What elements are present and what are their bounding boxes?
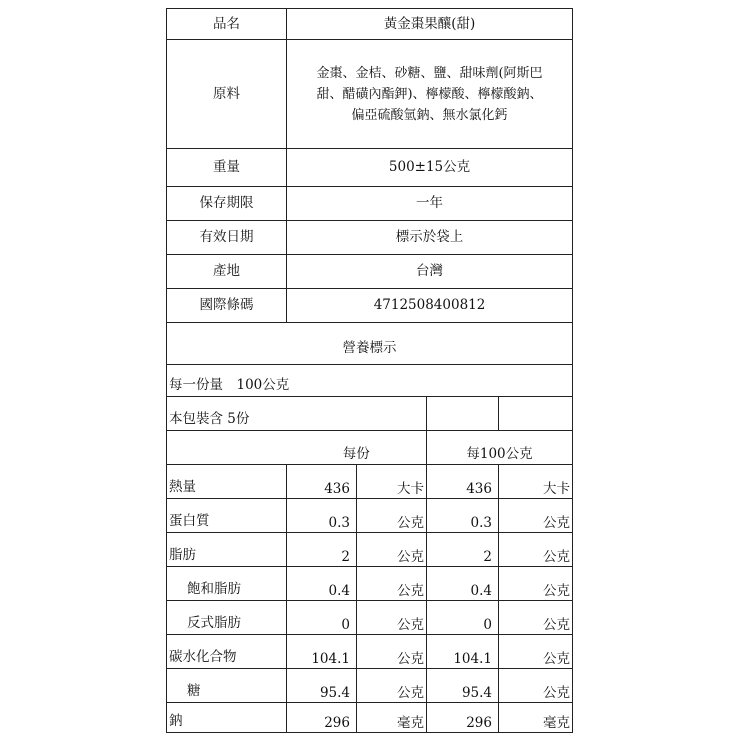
- unit: 公克: [499, 669, 573, 703]
- product-spec-sheet: [166, 8, 572, 738]
- nutrient-row: [167, 465, 573, 499]
- unit: 毫克: [499, 703, 573, 733]
- col-per-100g: 每100公克: [427, 431, 573, 465]
- per-serving-value: 104.1: [287, 635, 357, 669]
- row-nutrition-title: [167, 323, 573, 365]
- expiry-label: 有效日期: [167, 221, 287, 255]
- per-100g-value: 104.1: [427, 635, 499, 669]
- nutrient-name: 飽和脂肪: [167, 567, 287, 601]
- per-serving-value: 296: [287, 703, 357, 733]
- ingredients-value: [287, 40, 573, 149]
- barcode-label: 國際條碼: [167, 289, 287, 323]
- serving-size: 每一份量 100公克: [167, 365, 573, 397]
- nutrient-name: 碳水化合物: [167, 635, 287, 669]
- name-label: 品名: [167, 9, 287, 40]
- blank-cell: [427, 397, 499, 431]
- nutrient-name: 鈉: [167, 703, 287, 733]
- weight-value: 500±15公克: [287, 149, 573, 187]
- unit: 公克: [357, 499, 427, 533]
- unit: 公克: [499, 567, 573, 601]
- unit: 公克: [357, 669, 427, 703]
- weight-label: 重量: [167, 149, 287, 187]
- nutrient-row: [167, 669, 573, 703]
- spec-table: [166, 8, 573, 733]
- expiry-value: 標示於袋上: [287, 221, 573, 255]
- nutrition-title: 營養標示: [167, 323, 573, 365]
- row-barcode: [167, 289, 573, 323]
- row-name: [167, 9, 573, 40]
- ingredients-line-3: 偏亞硫酸氫鈉、無水氯化鈣: [351, 107, 508, 123]
- shelf-life-label: 保存期限: [167, 187, 287, 221]
- unit: 公克: [499, 601, 573, 635]
- per-100g-value: 0.3: [427, 499, 499, 533]
- row-origin: [167, 255, 573, 289]
- per-100g-value: 0: [427, 601, 499, 635]
- unit: 毫克: [357, 703, 427, 733]
- per-serving-value: 0.4: [287, 567, 357, 601]
- per-100g-value: 2: [427, 533, 499, 567]
- per-serving-value: 95.4: [287, 669, 357, 703]
- unit: 公克: [499, 635, 573, 669]
- row-shelf-life: [167, 187, 573, 221]
- row-expiry: [167, 221, 573, 255]
- row-weight: [167, 149, 573, 187]
- nutrient-row: [167, 499, 573, 533]
- name-value: 黃金棗果釀(甜): [287, 9, 573, 40]
- unit: 公克: [357, 533, 427, 567]
- per-serving-value: 2: [287, 533, 357, 567]
- nutrient-row: [167, 567, 573, 601]
- unit: 公克: [499, 499, 573, 533]
- nutrient-name: 熱量: [167, 465, 287, 499]
- per-100g-value: 436: [427, 465, 499, 499]
- ingredients-line-2: 甜、醋磺內酯鉀)、檸檬酸、檸檬酸鈉、: [316, 86, 543, 102]
- unit: 大卡: [357, 465, 427, 499]
- per-100g-value: 95.4: [427, 669, 499, 703]
- blank-cell: [167, 431, 287, 465]
- row-servings-per-pack: [167, 397, 573, 431]
- per-100g-value: 296: [427, 703, 499, 733]
- unit: 公克: [357, 601, 427, 635]
- nutrient-name: 脂肪: [167, 533, 287, 567]
- nutrient-name: 反式脂肪: [167, 601, 287, 635]
- servings-per-pack: 本包裝含 5份: [167, 397, 427, 431]
- unit: 公克: [499, 533, 573, 567]
- per-serving-value: 436: [287, 465, 357, 499]
- ingredients-line-1: 金棗、金桔、砂糖、鹽、甜味劑(阿斯巴: [316, 65, 543, 81]
- nutrient-row: [167, 703, 573, 733]
- nutrient-row: [167, 601, 573, 635]
- blank-cell: [499, 397, 573, 431]
- per-serving-value: 0: [287, 601, 357, 635]
- per-100g-value: 0.4: [427, 567, 499, 601]
- origin-value: 台灣: [287, 255, 573, 289]
- nutrient-name: 蛋白質: [167, 499, 287, 533]
- origin-label: 產地: [167, 255, 287, 289]
- row-serving-size: [167, 365, 573, 397]
- unit: 公克: [357, 567, 427, 601]
- unit: 公克: [357, 635, 427, 669]
- shelf-life-value: 一年: [287, 187, 573, 221]
- unit: 大卡: [499, 465, 573, 499]
- row-ingredients: [167, 40, 573, 149]
- ingredients-label: 原料: [167, 40, 287, 149]
- nutrient-row: [167, 635, 573, 669]
- per-serving-value: 0.3: [287, 499, 357, 533]
- barcode-value: 4712508400812: [287, 289, 573, 323]
- nutrient-row: [167, 533, 573, 567]
- col-per-serving: 每份: [287, 431, 427, 465]
- row-column-headers: [167, 431, 573, 465]
- nutrient-name: 糖: [167, 669, 287, 703]
